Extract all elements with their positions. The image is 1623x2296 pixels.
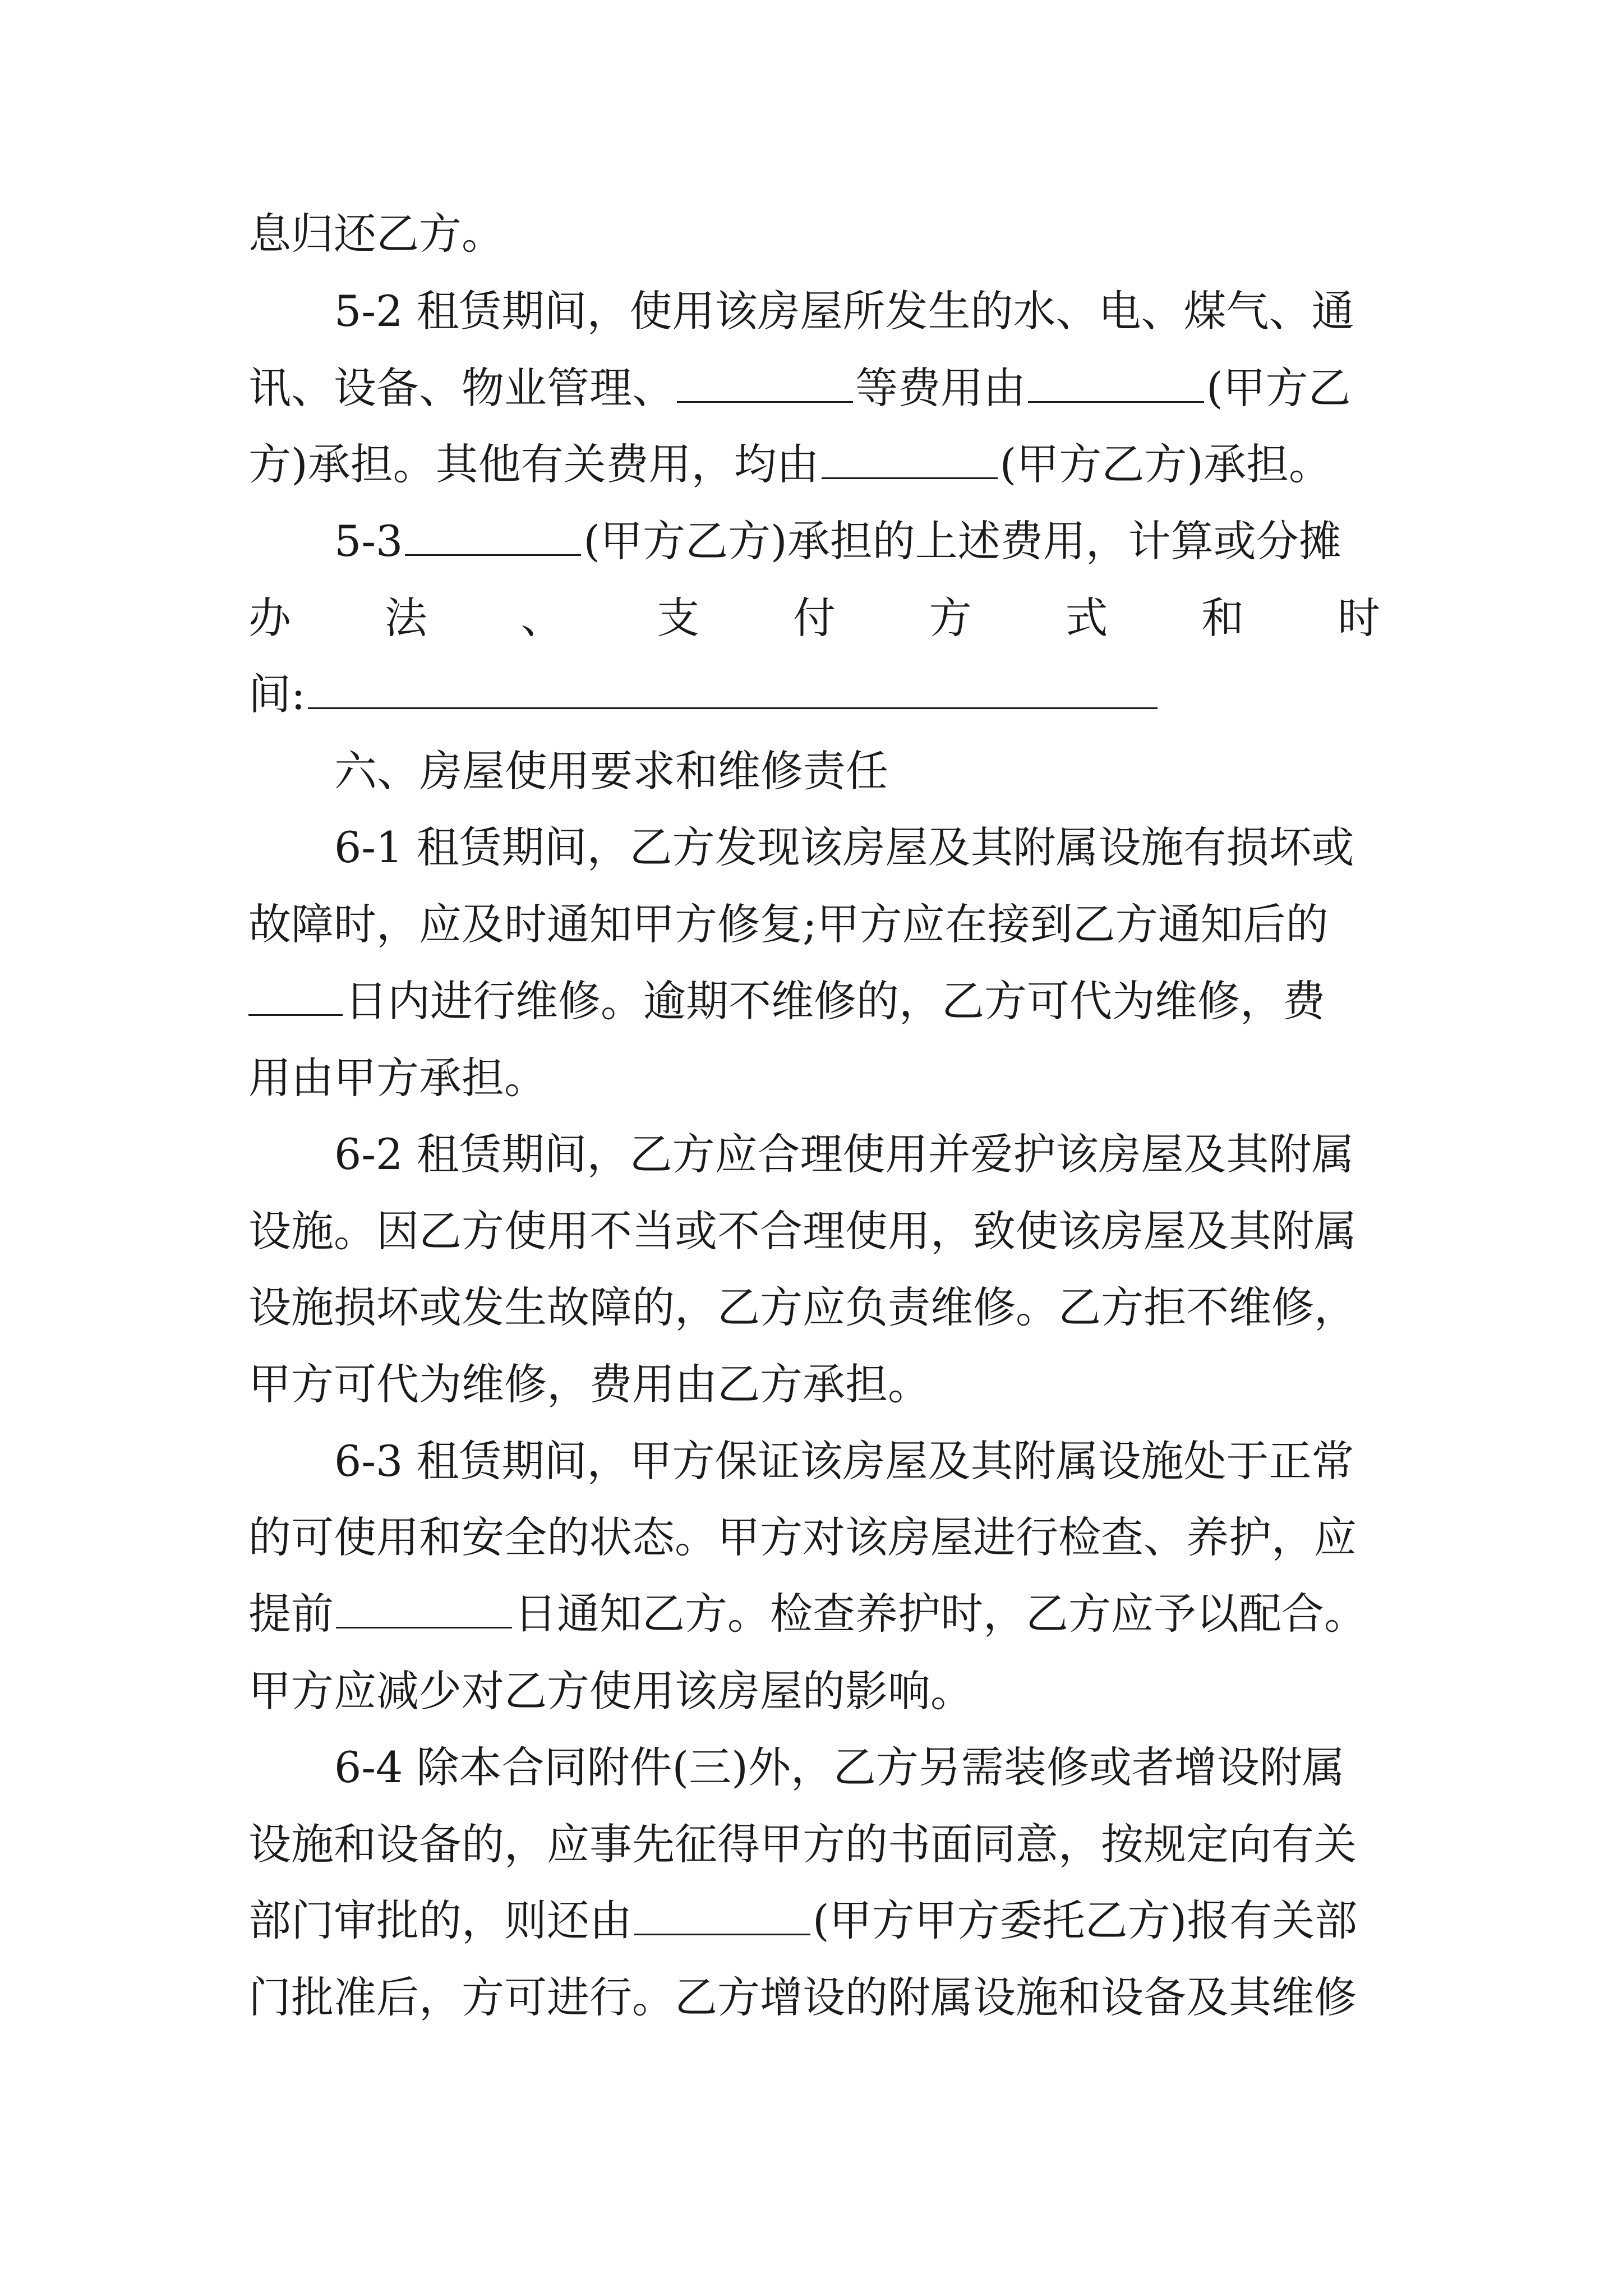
fill-blank[interactable] [634,1899,810,1935]
fill-blank[interactable] [677,366,853,403]
text-line: 讯、设备、物业管理、 等费用由 (甲方乙 [248,363,1351,413]
text-line: 方)承担。其他有关费用，均由 (甲方乙方)承担。 [248,439,1331,489]
text-line: 部门审批的，则还由 (甲方甲方委托乙方)报有关部 [248,1895,1358,1945]
fill-blank[interactable] [822,443,998,479]
clause-6-2: 6-2 租赁期间，乙方应合理使用并爱护该房屋及其附属 [334,1129,1354,1179]
text-line: 日内进行维修。逾期不维修的，乙方可代为维修，费 [248,970,1380,1032]
text-line: 提前 日通知乙方。检查养护时，乙方应予以配合。 [248,1589,1367,1639]
fill-blank[interactable] [405,519,581,556]
text-line: 设施。因乙方使用不当或不合理使用，致使该房屋及其附属 [248,1206,1357,1256]
text-line: 甲方应减少对乙方使用该房屋的影响。 [248,1666,973,1716]
text-line: 故障时，应及时通知甲方修复;甲方应在接到乙方通知后的 [248,899,1329,949]
text-line: 甲方可代为维修，费用由乙方承担。 [248,1359,930,1409]
text-line: 用由甲方承担。 [248,1053,547,1103]
text-line-justified: 办 法 、 支 付 方 式 和 时 [248,593,1380,643]
clause-6-3: 6-3 租赁期间，甲方保证该房屋及其附属设施处于正常 [334,1436,1354,1486]
text-line: 门批准后，方可进行。乙方增设的附属设施和设备及其维修 [248,1972,1357,2022]
clause-6-1: 6-1 租赁期间，乙方发现该房屋及其附属设施有损坏或 [334,822,1354,872]
fill-blank[interactable] [248,979,343,1016]
clause-5-2: 5-2 租赁期间，使用该房屋所发生的水、电、煤气、通 [334,286,1354,336]
text-line: 设施损坏或发生故障的，乙方应负责维修。乙方拒不维修， [248,1282,1357,1332]
section-heading: 六、房屋使用要求和维修责任 [334,746,888,796]
text-line: 的可使用和安全的状态。甲方对该房屋进行检查、养护，应 [248,1512,1357,1562]
text-line: 设施和设备的，应事先征得甲方的书面同意，按规定向有关 [248,1819,1357,1869]
fill-blank[interactable] [308,673,1158,709]
clause-5-3: 5-3 (甲方乙方)承担的上述费用，计算或分摊 [334,516,1341,566]
fill-blank[interactable] [336,1592,512,1628]
text-line: 息归还乙方。 [248,209,504,259]
text-line: 间: [248,664,1380,725]
clause-6-4: 6-4 除本合同附件(三)外，乙方另需装修或者增设附属 [334,1742,1345,1792]
fill-blank[interactable] [1028,366,1204,403]
